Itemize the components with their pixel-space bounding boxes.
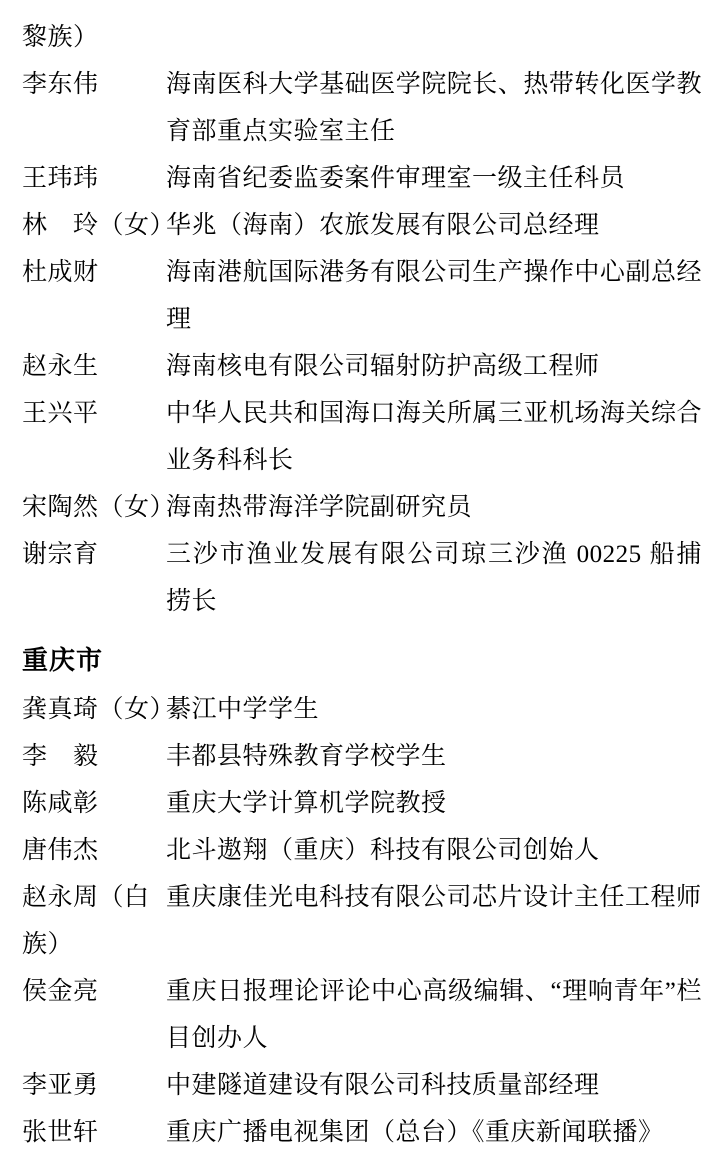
entry-name: 谢宗育 — [22, 541, 99, 568]
list-item — [18, 686, 702, 733]
entry-name: 龚真琦（女） — [22, 696, 176, 723]
entry-description: 海南港航国际港务有限公司生产操作中心副总经理 — [166, 259, 702, 333]
list-item — [18, 343, 702, 390]
entry-description: 三沙市渔业发展有限公司琼三沙渔 00225 船捕捞长 — [166, 541, 702, 615]
list-item — [18, 1062, 702, 1109]
entry-name: 宋陶然（女） — [22, 494, 176, 521]
entry-description: 綦江中学学生 — [166, 696, 320, 723]
entry-name: 赵永生 — [22, 353, 99, 380]
list-item — [18, 61, 702, 155]
entry-description: 丰都县特殊教育学校学生 — [166, 743, 447, 770]
entry-description: 海南省纪委监委案件审理室一级主任科员 — [166, 165, 626, 192]
entry-name: 赵永周（白族） — [22, 884, 150, 958]
list-item — [18, 531, 702, 625]
entry-description: 中建隧道建设有限公司科技质量部经理 — [166, 1072, 600, 1099]
entry-name: 李亚勇 — [22, 1072, 99, 1099]
entry-description: 重庆康佳光电科技有限公司芯片设计主任工程师 — [166, 884, 702, 911]
continuation-line: 黎族） — [22, 24, 99, 51]
entry-description: 重庆大学计算机学院教授 — [166, 790, 447, 817]
list-item — [18, 202, 702, 249]
list-item — [18, 249, 702, 343]
entry-name: 唐伟杰 — [22, 837, 99, 864]
entry-name: 陈咸彰 — [22, 790, 99, 817]
entry-description: 重庆日报理论评论中心高级编辑、“理响青年”栏目创办人 — [166, 978, 702, 1052]
list-item — [18, 780, 702, 827]
entry-name: 李东伟 — [22, 71, 99, 98]
entry-description: 华兆（海南）农旅发展有限公司总经理 — [166, 212, 600, 239]
list-item — [18, 1109, 702, 1156]
entry-description: 海南医科大学基础医学院院长、热带转化医学教育部重点实验室主任 — [166, 71, 702, 145]
list-item — [18, 484, 702, 531]
entry-description: 北斗遨翔（重庆）科技有限公司创始人 — [166, 837, 600, 864]
entry-description: 重庆广播电视集团（总台）《重庆新闻联播》 — [166, 1119, 664, 1146]
entry-name: 李 毅 — [22, 743, 99, 770]
entry-name: 王兴平 — [22, 400, 99, 427]
list-item — [18, 733, 702, 780]
list-item — [18, 155, 702, 202]
entry-name: 杜成财 — [22, 259, 99, 286]
list-item — [18, 390, 702, 484]
entry-description: 中华人民共和国海口海关所属三亚机场海关综合业务科科长 — [166, 400, 702, 474]
entry-name: 侯金亮 — [22, 978, 99, 1005]
entry-name: 王玮玮 — [22, 165, 99, 192]
entry-name: 张世轩 — [22, 1119, 99, 1146]
entry-description: 海南核电有限公司辐射防护高级工程师 — [166, 353, 600, 380]
list-item — [18, 968, 702, 1062]
section-title: 重庆市 — [22, 646, 104, 675]
list-item — [18, 874, 702, 968]
entry-name: 林 玲（女） — [22, 212, 176, 239]
list-item — [18, 827, 702, 874]
entry-description: 海南热带海洋学院副研究员 — [166, 494, 473, 521]
